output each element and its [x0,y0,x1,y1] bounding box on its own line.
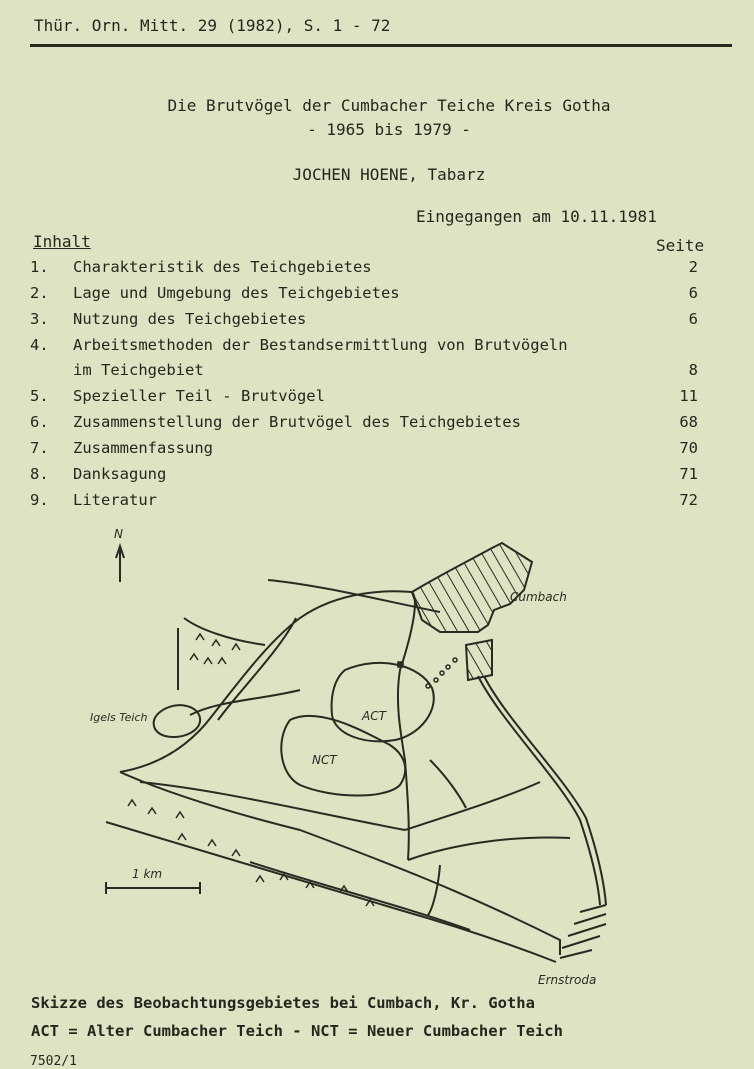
toc-item-number: 5. [30,387,49,405]
scale-label: 1 km [132,867,163,881]
field-boundary-3 [408,837,570,860]
toc-item-label: Nutzung des Teichgebietes [73,310,307,328]
toc-item-label: Arbeitsmethoden der Bestandsermittlung von Brutvögeln [73,336,568,354]
act-label: ACT [362,709,386,723]
railway-line [484,676,606,905]
archive-code: 7502/1 [30,1054,77,1069]
toc-item-page: 2 [688,258,698,276]
toc-heading: Inhalt [33,232,91,251]
toc-item-label: Lage und Umgebung des Teichgebietes [73,284,400,302]
toc-item-label-continued: im Teichgebiet [73,361,204,379]
toc-item-label: Zusammenstellung der Brutvögel des Teichgebietes [73,413,521,431]
toc-item-number: 9. [30,491,49,509]
west-road [184,618,265,645]
received-date: Eingegangen am 10.11.1981 [416,207,657,226]
south-road-parallel [250,862,470,930]
cumbach-village-south [466,640,492,680]
toc-item-page: 8 [688,361,698,379]
ernstroda-village [560,905,606,958]
dam-markers [398,658,457,688]
toc-item-page: 68 [679,413,698,431]
act-pond [332,663,434,741]
inner-track [218,618,296,720]
east-boundary [478,676,600,905]
toc-item-label: Spezieller Teil - Brutvögel [73,387,325,405]
field-boundary-4 [428,865,440,915]
nct-pond [281,716,405,796]
article-period: - 1965 bis 1979 - [307,120,471,139]
map-legend: ACT = Alter Cumbacher Teich - NCT = Neuer Cumbacher Teich [31,1022,563,1040]
field-boundary-2 [405,782,540,830]
toc-item-number: 1. [30,258,49,276]
toc-item-number: 6. [30,413,49,431]
toc-item-label: Zusammenfassung [73,439,213,457]
toc-item-number: 8. [30,465,49,483]
scale-bar [106,867,200,894]
cumbach-village [412,543,532,632]
south-road [106,822,556,962]
north-label: N [114,527,123,541]
field-boundary-1 [430,760,466,808]
journal-citation: Thür. Orn. Mitt. 29 (1982), S. 1 - 72 [34,16,391,35]
toc-item-number: 2. [30,284,49,302]
toc-page-heading: Seite [656,236,705,255]
toc-item-page: 6 [688,310,698,328]
toc-item-page: 11 [679,387,698,405]
article-title: Die Brutvögel der Cumbacher Teiche Kreis Gotha [167,96,611,115]
toc-item-number: 3. [30,310,49,328]
area-outline [120,591,560,955]
north-arrow [114,527,124,582]
map-caption: Skizze des Beobachtungsgebietes bei Cumbach, Kr. Gotha [31,994,535,1012]
toc-item-label: Charakteristik des Teichgebietes [73,258,372,276]
toc-item-page: 6 [688,284,698,302]
nct-label: NCT [312,753,337,767]
cumbach-label: Cumbach [510,590,567,604]
article-author: JOCHEN HOENE, Tabarz [292,165,486,184]
toc-item-page: 71 [679,465,698,483]
connecting-road [190,690,300,715]
toc-item-page: 70 [679,439,698,457]
igels-teich-pond [154,705,200,737]
ernstroda-label: Ernstroda [538,973,597,987]
toc-item-number: 7. [30,439,49,457]
igels-teich-label: Igels Teich [90,711,148,724]
toc-item-label: Literatur [73,491,157,509]
toc-item-number: 4. [30,336,49,354]
toc-item-label: Danksagung [73,465,167,483]
toc-item-page: 72 [679,491,698,509]
